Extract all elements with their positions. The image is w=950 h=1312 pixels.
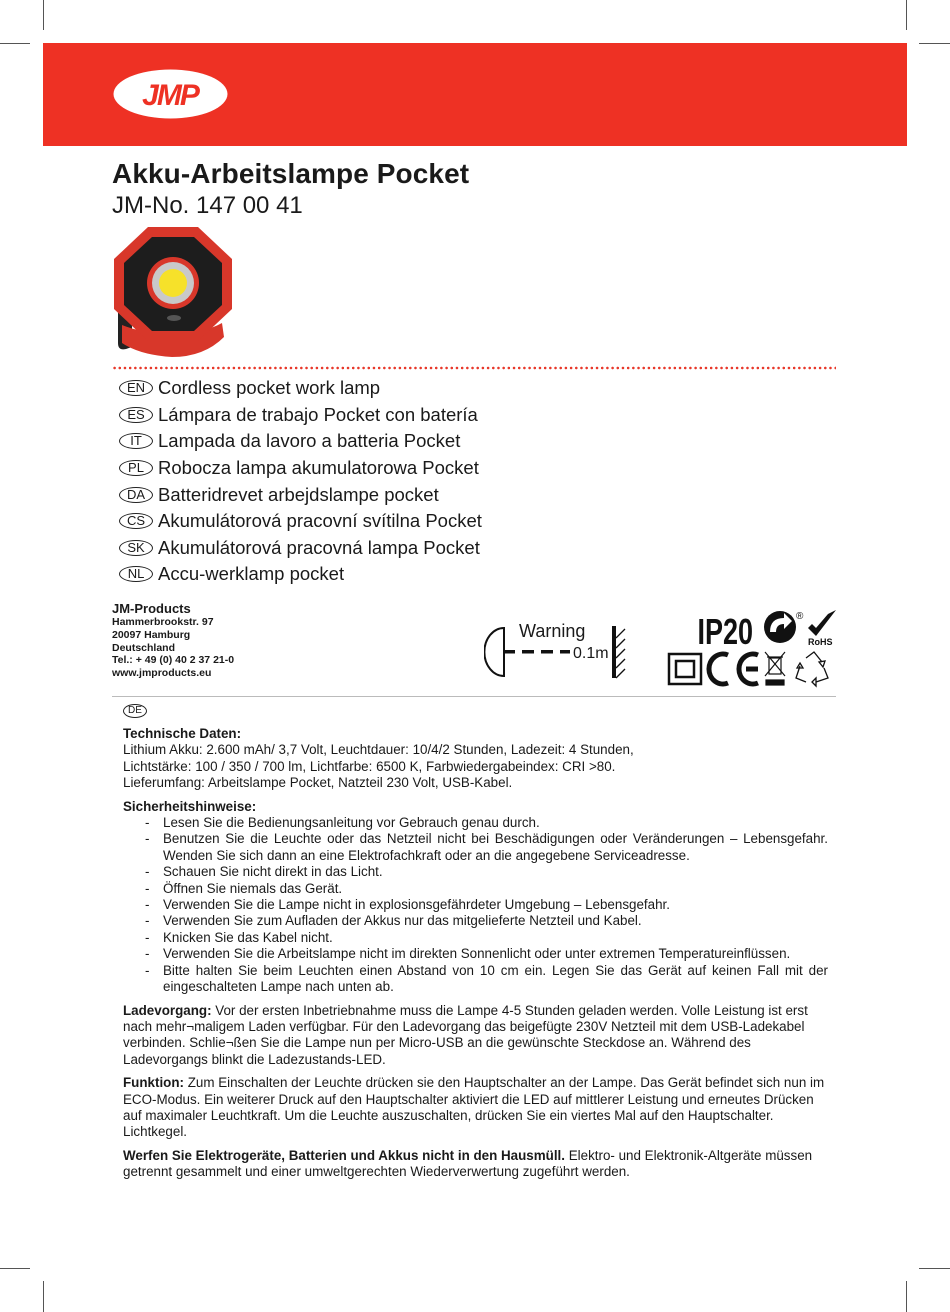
translation-es bbox=[119, 402, 482, 429]
safety-item: - Knicken Sie das Kabel nicht. bbox=[123, 930, 828, 946]
ce-mark-icon bbox=[709, 654, 758, 684]
disposal-paragraph bbox=[123, 1148, 828, 1181]
crop-mark bbox=[0, 43, 30, 44]
safety-item: - Benutzen Sie die Leuchte oder das Netzteil nicht bei Beschädigungen oder Veränderungen – Lebensgefahr. Wenden Sie sich dann an eine Elektrofachkraft oder an die angegebene Serviceadresse. bbox=[123, 831, 828, 864]
rohs-check-icon bbox=[808, 610, 836, 647]
green-dot-icon bbox=[764, 611, 796, 643]
recycle-icon bbox=[796, 652, 828, 686]
svg-text:JMP: JMP bbox=[142, 79, 198, 112]
weee-bin-icon bbox=[765, 652, 785, 685]
crop-mark bbox=[43, 1281, 44, 1312]
charging-label: Ladevorgang: bbox=[123, 1002, 212, 1018]
lang-badge: NL bbox=[119, 566, 153, 582]
warning-label: Warning bbox=[519, 621, 586, 641]
function-text: Zum Einschalten der Leuchte drücken sie den Hauptschalter an der Lampe. Das Gerät befindet sich nun im ECO-Modus. Ein weiterer Druck auf den Hauptschalter aktiviert die LED auf mittlerer Leistung und erneutes Drücken auf maximaler Leuchtkraft. Um die Leuchte auszuschalten, drücken Sie ein viertes Mal auf den Hauptschalter. Lichtkegel. bbox=[123, 1075, 825, 1140]
translation-text: Lampada da lavoro a batteria Pocket bbox=[158, 430, 461, 452]
svg-text:®: ® bbox=[796, 611, 804, 622]
certification-marks bbox=[666, 606, 841, 690]
translation-cs bbox=[119, 508, 482, 535]
translation-sk bbox=[119, 535, 482, 562]
translation-text: Lámpara de trabajo Pocket con batería bbox=[158, 403, 478, 425]
lang-badge: EN bbox=[119, 380, 153, 396]
crop-mark bbox=[0, 1268, 30, 1269]
address-web: www.jmproducts.eu bbox=[112, 667, 212, 680]
lang-badge: IT bbox=[119, 433, 153, 449]
tech-line: Lithium Akku: 2.600 mAh/ 3,7 Volt, Leuchtdauer: 10/4/2 Stunden, Ladezeit: 4 Stunden, bbox=[123, 742, 634, 758]
safety-list bbox=[123, 815, 828, 995]
company-name: JM-Products bbox=[112, 601, 191, 616]
tech-heading: Technische Daten: bbox=[123, 726, 242, 741]
translation-text: Accu-werklamp pocket bbox=[158, 563, 345, 585]
translation-text: Akumulátorová pracovná lampa Pocket bbox=[158, 536, 480, 558]
translation-text: Akumulátorová pracovní svítilna Pocket bbox=[158, 510, 482, 532]
crop-mark bbox=[906, 1281, 907, 1312]
translation-da bbox=[119, 481, 482, 508]
safety-item: - Bitte halten Sie beim Leuchten einen Abstand von 10 cm ein. Legen Sie das Gerät auf keinen Fall mit der eingeschalteten Lampe nach unten ab. bbox=[123, 963, 828, 996]
lang-badge: PL bbox=[119, 460, 153, 476]
safety-item: - Verwenden Sie zum Aufladen der Akkus nur das mitgelieferte Netzteil und Kabel. bbox=[123, 913, 828, 929]
address-phone: Tel.: + 49 (0) 40 2 37 21-0 bbox=[112, 654, 235, 667]
crop-mark bbox=[43, 0, 44, 30]
translation-pl bbox=[119, 455, 482, 482]
crop-mark bbox=[919, 43, 950, 44]
lang-badge-de: DE bbox=[123, 704, 147, 718]
charging-paragraph bbox=[123, 1003, 828, 1069]
lang-badge: SK bbox=[119, 540, 153, 556]
disposal-label: Werfen Sie Elektrogeräte, Batterien und Akkus nicht in den Hausmüll. bbox=[123, 1147, 565, 1163]
ip20-label: IP20 bbox=[697, 611, 754, 652]
part-number: JM-No. 147 00 41 bbox=[112, 192, 303, 219]
double-insulation-icon bbox=[669, 654, 701, 684]
safety-item: - Verwenden Sie die Lampe nicht in explosionsgefährdeter Umgebung – Lebensgefahr. bbox=[123, 897, 828, 913]
address-city: 20097 Hamburg bbox=[112, 628, 191, 641]
charging-text: Vor der ersten Inbetriebnahme muss die Lampe 4-5 Stunden geladen werden. Volle Leistung ist erst nach mehr¬maligem Laden verfügbar. Für den Ladevorgang das beigefügte 230V Netzteil mit dem USB-Ladekabel verbinden. Schlie¬ßen Sie die Lampe nun per Micro-USB an die gewünschte Steckdose an. Während des Ladevorgangs blinkt die Ladezustands-LED. bbox=[123, 1002, 808, 1067]
safety-item: - Schauen Sie nicht direkt in das Licht. bbox=[123, 864, 828, 880]
german-instructions bbox=[123, 726, 828, 1188]
dotted-divider bbox=[112, 366, 836, 370]
section-divider bbox=[112, 696, 836, 697]
translation-text: Robocza lampa akumulatorowa Pocket bbox=[158, 457, 479, 479]
address-country: Deutschland bbox=[112, 641, 176, 654]
translation-text: Cordless pocket work lamp bbox=[158, 377, 381, 399]
crop-mark bbox=[906, 0, 907, 30]
disposal-text: Elektro- und Elektronik-Altgeräte müssen getrennt gesammelt und einer umweltgerechten Wiederverwertung zugeführt werden. bbox=[123, 1147, 813, 1180]
safety-heading: Sicherheitshinweise: bbox=[123, 798, 257, 814]
jmp-logo bbox=[113, 69, 228, 119]
page-title: Akku-Arbeitslampe Pocket bbox=[112, 158, 470, 189]
lang-badge: ES bbox=[119, 407, 153, 423]
translation-it bbox=[119, 428, 482, 455]
safety-item: - Lesen Sie die Bedienungsanleitung vor Gebrauch genau durch. bbox=[123, 815, 828, 831]
tech-line: Lieferumfang: Arbeitslampe Pocket, Natzteil 230 Volt, USB-Kabel. bbox=[123, 775, 513, 791]
function-label: Funktion: bbox=[123, 1075, 184, 1091]
tech-line: Lichtstärke: 100 / 350 / 700 lm, Lichtfarbe: 6500 K, Farbwiedergabeindex: CRI >80. bbox=[123, 758, 616, 774]
lang-badge: CS bbox=[119, 513, 153, 529]
safety-item: - Verwenden Sie die Arbeitslampe nicht im direkten Sonnenlicht oder unter extremen Temperatureinflüssen. bbox=[123, 946, 828, 962]
crop-mark bbox=[919, 1268, 950, 1269]
company-address bbox=[112, 601, 234, 680]
translations-list bbox=[119, 375, 482, 588]
translation-text: Batteridrevet arbejdslampe pocket bbox=[158, 483, 439, 505]
safety-item: - Öffnen Sie niemals das Gerät. bbox=[123, 881, 828, 897]
warning-distance: 0.1m bbox=[573, 645, 609, 662]
svg-text:RoHS: RoHS bbox=[808, 637, 833, 647]
translation-nl bbox=[119, 561, 482, 588]
function-paragraph bbox=[123, 1075, 828, 1141]
lang-badge: DA bbox=[119, 487, 153, 503]
product-image bbox=[112, 225, 234, 357]
translation-en bbox=[119, 375, 482, 402]
address-street: Hammerbrookstr. 97 bbox=[112, 616, 214, 628]
